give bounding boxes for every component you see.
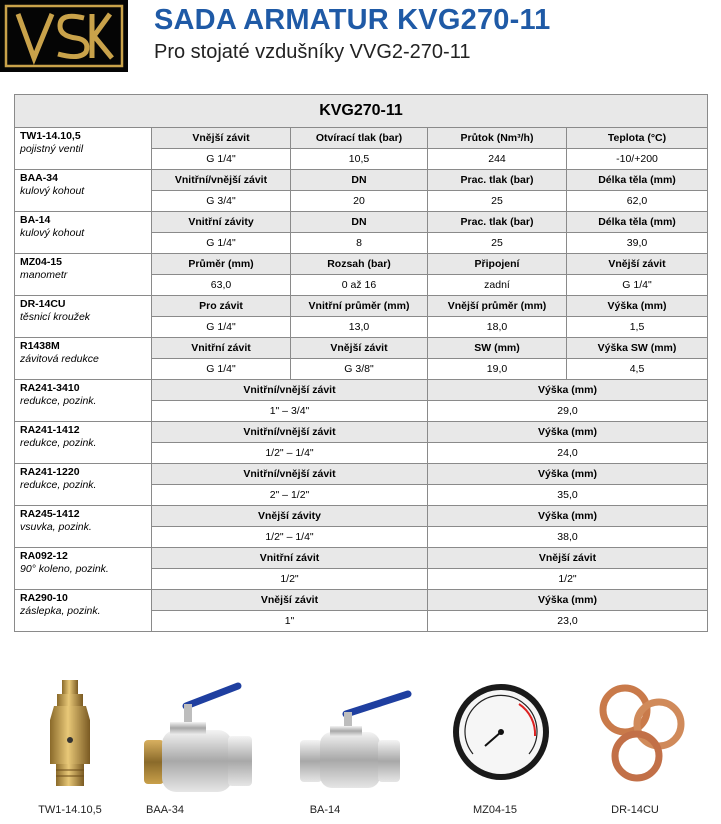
column-header: SW (mm) [428, 338, 567, 359]
table-cell: G 3/4" [152, 191, 291, 212]
column-header: Vnější závit [152, 590, 428, 611]
table-cell: 38,0 [428, 527, 708, 548]
item-code: RA245-1412 [20, 508, 80, 520]
sealing-rings-image [585, 670, 695, 800]
column-header: Výška (mm) [567, 296, 708, 317]
item-desc: redukce, pozink. [20, 437, 97, 449]
table-cell: 8 [291, 233, 428, 254]
column-header: Vnitřní průměr (mm) [291, 296, 428, 317]
table-cell: 24,0 [428, 443, 708, 464]
column-header: Vnější průměr (mm) [428, 296, 567, 317]
table-cell: 0 až 16 [291, 275, 428, 296]
column-header: Vnitřní/vnější závit [152, 380, 428, 401]
row-label [15, 212, 152, 254]
product-ball-valve-ba [290, 670, 430, 824]
item-desc: těsnicí kroužek [20, 311, 91, 323]
table-title: KVG270-11 [15, 95, 708, 128]
row-label [15, 128, 152, 170]
product-label: MZ04-15 [472, 804, 518, 816]
item-code: RA092-12 [20, 550, 68, 562]
table-cell: 23,0 [428, 611, 708, 632]
product-label: BAA-34 [146, 804, 184, 816]
table-cell: 1" [152, 611, 428, 632]
table-cell: G 1/4" [152, 233, 291, 254]
item-code: MZ04-15 [20, 256, 63, 268]
table-row [15, 422, 708, 443]
column-header: Otvírací tlak (bar) [291, 128, 428, 149]
table-row [15, 590, 708, 611]
table-cell: 18,0 [428, 317, 567, 338]
column-header: Vnější závity [152, 506, 428, 527]
item-code: RA241-1220 [20, 466, 80, 478]
table-cell: 10,5 [291, 149, 428, 170]
product-gallery [0, 670, 721, 824]
table-cell: 244 [428, 149, 567, 170]
table-cell: 35,0 [428, 485, 708, 506]
table-title-row [15, 95, 708, 128]
table-cell: zadní [428, 275, 567, 296]
row-label [15, 506, 152, 548]
table-cell: 29,0 [428, 401, 708, 422]
column-header: Prac. tlak (bar) [428, 212, 567, 233]
table-cell: 20 [291, 191, 428, 212]
table-cell: 1/2" – 1/4" [152, 527, 428, 548]
table-cell: 13,0 [291, 317, 428, 338]
table-cell: 63,0 [152, 275, 291, 296]
product-ball-valve-baa [130, 670, 270, 824]
ball-valve-image [130, 670, 270, 800]
item-code: RA241-3410 [20, 382, 80, 394]
product-label: TW1-14.10,5 [38, 804, 102, 816]
table-cell: 4,5 [567, 359, 708, 380]
column-header: Pro závit [152, 296, 291, 317]
column-header: Vnitřní závit [152, 548, 428, 569]
column-header: Vnitřní/vnější závit [152, 170, 291, 191]
table-cell: G 1/4" [567, 275, 708, 296]
item-desc: závitová redukce [20, 353, 99, 365]
column-header: Vnější závit [428, 548, 708, 569]
column-header: Vnější závit [291, 338, 428, 359]
table-row [15, 212, 708, 233]
item-code: TW1-14.10,5 [20, 130, 81, 142]
safety-valve-image [20, 670, 120, 800]
table-row [15, 338, 708, 359]
row-label [15, 464, 152, 506]
table-row [15, 464, 708, 485]
column-header: Průměr (mm) [152, 254, 291, 275]
column-header: Výška (mm) [428, 422, 708, 443]
column-header: Vnitřní závit [152, 338, 291, 359]
item-desc: 90° koleno, pozink. [20, 563, 109, 575]
manometer-image [445, 670, 555, 800]
table-cell: 1/2" [152, 569, 428, 590]
item-code: BAA-34 [20, 172, 58, 184]
table-cell: 19,0 [428, 359, 567, 380]
column-header: Délka těla (mm) [567, 170, 708, 191]
column-header: Teplota (°C) [567, 128, 708, 149]
item-code: DR-14CU [20, 298, 66, 310]
column-header: Délka těla (mm) [567, 212, 708, 233]
table-row [15, 548, 708, 569]
item-desc: manometr [20, 269, 68, 281]
product-label: BA-14 [309, 804, 341, 816]
item-desc: redukce, pozink. [20, 395, 97, 407]
table-row [15, 506, 708, 527]
column-header: DN [291, 212, 428, 233]
column-header: Vnitřní/vnější závit [152, 464, 428, 485]
column-header: Připojení [428, 254, 567, 275]
table-cell: 2" – 1/2" [152, 485, 428, 506]
column-header: Výška (mm) [428, 380, 708, 401]
product-manometer [445, 670, 555, 824]
item-desc: pojistný ventil [20, 143, 84, 155]
item-desc: kulový kohout [20, 227, 85, 239]
table-cell: 25 [428, 233, 567, 254]
table-cell: 62,0 [567, 191, 708, 212]
column-header: Rozsah (bar) [291, 254, 428, 275]
table-row [15, 380, 708, 401]
item-code: RA290-10 [20, 592, 68, 604]
product-label: DR-14CU [611, 804, 659, 816]
item-desc: záslepka, pozink. [20, 605, 101, 617]
table-cell: 1" – 3/4" [152, 401, 428, 422]
row-label [15, 548, 152, 590]
column-header: Výška (mm) [428, 506, 708, 527]
column-header: Výška (mm) [428, 464, 708, 485]
table-cell: -10/+200 [567, 149, 708, 170]
table-row [15, 170, 708, 191]
column-header: Výška (mm) [428, 590, 708, 611]
table-cell: 1/2" [428, 569, 708, 590]
ball-valve-image [290, 670, 430, 800]
row-label [15, 170, 152, 212]
row-label [15, 338, 152, 380]
row-label [15, 590, 152, 632]
page-title: SADA ARMATUR KVG270-11 [154, 4, 551, 36]
company-logo [0, 0, 128, 72]
column-header: DN [291, 170, 428, 191]
column-header: Vnější závit [152, 128, 291, 149]
item-desc: kulový kohout [20, 185, 85, 197]
row-label [15, 380, 152, 422]
item-code: R1438M [20, 340, 60, 352]
column-header: Prac. tlak (bar) [428, 170, 567, 191]
table-cell: G 1/4" [152, 149, 291, 170]
table-row [15, 254, 708, 275]
row-label [15, 296, 152, 338]
column-header: Vnější závit [567, 254, 708, 275]
item-desc: redukce, pozink. [20, 479, 97, 491]
item-desc: vsuvka, pozink. [20, 521, 92, 533]
product-sealing-rings [585, 670, 695, 824]
item-code: BA-14 [20, 214, 51, 226]
row-label [15, 422, 152, 464]
table-cell: G 1/4" [152, 359, 291, 380]
table-row [15, 296, 708, 317]
table-cell: 1,5 [567, 317, 708, 338]
column-header: Výška SW (mm) [567, 338, 708, 359]
table-cell: 25 [428, 191, 567, 212]
table-cell: G 3/8" [291, 359, 428, 380]
page-subtitle: Pro stojaté vzdušníky VVG2-270-11 [154, 41, 471, 63]
product-safety-valve [20, 670, 120, 824]
spec-table [14, 94, 708, 632]
table-cell: 1/2" – 1/4" [152, 443, 428, 464]
table-row [15, 128, 708, 149]
table-cell: G 1/4" [152, 317, 291, 338]
column-header: Průtok (Nm³/h) [428, 128, 567, 149]
row-label [15, 254, 152, 296]
column-header: Vnitřní závity [152, 212, 291, 233]
column-header: Vnitřní/vnější závit [152, 422, 428, 443]
item-code: RA241-1412 [20, 424, 80, 436]
table-cell: 39,0 [567, 233, 708, 254]
